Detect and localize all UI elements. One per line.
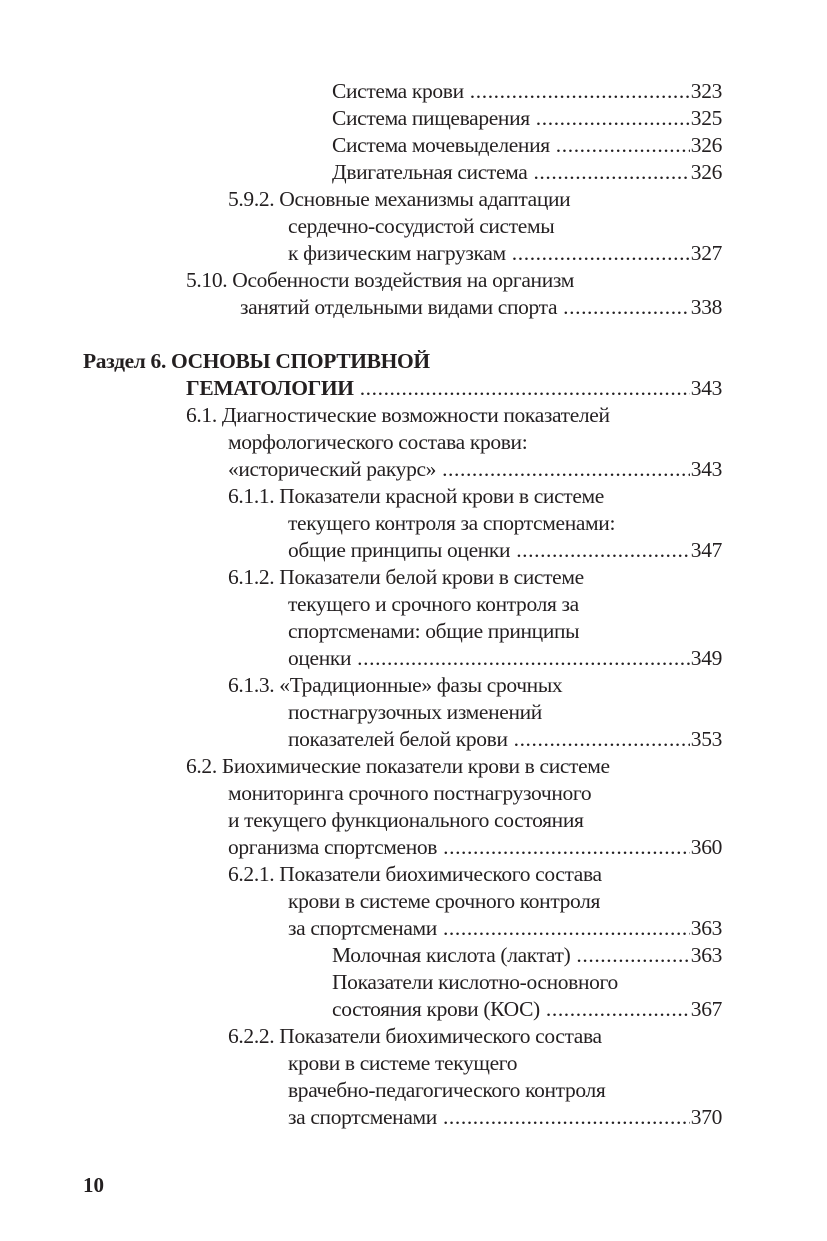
section-gap (0, 321, 827, 348)
toc-entry (0, 618, 827, 645)
dot-leader (443, 1104, 690, 1131)
toc-entry (0, 672, 827, 699)
toc-entry (0, 699, 827, 726)
toc-entry-title: Раздел 6. ОСНОВЫ СПОРТИВНОЙ (83, 349, 430, 373)
dot-leader (443, 915, 690, 942)
toc-entry-title: ГЕМАТОЛОГИИ (186, 376, 354, 400)
page-number: 10 (83, 1173, 104, 1197)
toc-entry (0, 807, 827, 834)
toc-entry-title: сердечно-сосудистой системы (288, 214, 555, 238)
toc-entry-title: 6.1.3. «Традиционные» фазы срочных (228, 673, 563, 697)
dot-leader (357, 645, 690, 672)
toc-entry (0, 915, 827, 942)
toc-entry-title: оценки (288, 646, 352, 670)
toc-entry (0, 1077, 827, 1104)
toc-entry (0, 429, 827, 456)
toc-entry-title: Система мочевыделения (332, 133, 550, 157)
dot-leader (512, 240, 690, 267)
toc-entry-title: текущего и срочного контроля за (288, 592, 579, 616)
toc-entry-title: Показатели кислотно-основного (332, 970, 618, 994)
toc-entry-title: крови в системе срочного контроля (288, 889, 601, 913)
toc-entry-title: 6.1. Диагностические возможности показателей (186, 403, 610, 427)
toc-entry-title: Система пищеварения (332, 106, 530, 130)
toc-entry-title: мониторинга срочного постнагрузочного (228, 781, 592, 805)
toc-entry (0, 591, 827, 618)
toc-entry-title: 6.2.2. Показатели биохимического состава (228, 1024, 602, 1048)
dot-leader (546, 996, 690, 1023)
toc-page-number: 363 (690, 916, 722, 940)
toc-page-number: 326 (690, 160, 722, 184)
toc-entry-title: к физическим нагрузкам (288, 241, 506, 265)
toc-entry (0, 969, 827, 996)
toc-entry (0, 1104, 827, 1131)
toc-entry-title: организма спортсменов (228, 835, 438, 859)
toc-page-number: 367 (690, 997, 722, 1021)
toc-page-number: 338 (690, 295, 722, 319)
toc-entry-title: Система крови (332, 79, 464, 103)
toc-page-number: 326 (690, 133, 722, 157)
dot-leader (442, 456, 690, 483)
table-of-contents (0, 78, 827, 1131)
toc-entry (0, 159, 827, 186)
toc-entry (0, 861, 827, 888)
toc-entry-title: врачебно-педагогического контроля (288, 1078, 606, 1102)
toc-page-number: 347 (690, 538, 722, 562)
toc-entry (0, 780, 827, 807)
toc-entry-title: Молочная кислота (лактат) (332, 943, 571, 967)
toc-entry (0, 267, 827, 294)
toc-entry-title: крови в системе текущего (288, 1051, 518, 1075)
toc-entry-title: 6.2.1. Показатели биохимического состава (228, 862, 602, 886)
toc-entry (0, 942, 827, 969)
toc-entry-title: 5.9.2. Основные механизмы адаптации (228, 187, 571, 211)
toc-page-number: 325 (690, 106, 722, 130)
toc-entry-title: Двигательная система (332, 160, 528, 184)
dot-leader (443, 834, 690, 861)
toc-entry-title: «исторический ракурс» (228, 457, 437, 481)
toc-entry (0, 402, 827, 429)
dot-leader (533, 159, 689, 186)
toc-entry-title: за спортсменами (288, 916, 437, 940)
toc-page-number: 323 (690, 79, 722, 103)
toc-entry (0, 213, 827, 240)
toc-entry (0, 240, 827, 267)
toc-entry-title: 5.10. Особенности воздействия на организм (186, 268, 574, 292)
dot-leader (514, 726, 690, 753)
toc-page-number: 343 (690, 376, 722, 400)
toc-entry (0, 132, 827, 159)
toc-entry-title: 6.1.1. Показатели красной крови в системе (228, 484, 604, 508)
toc-entry-title: занятий отдельными видами спорта (240, 295, 558, 319)
toc-entry (0, 645, 827, 672)
toc-section-heading (0, 348, 827, 375)
toc-entry (0, 1050, 827, 1077)
toc-entry-title: состояния крови (КОС) (332, 997, 540, 1021)
toc-entry (0, 294, 827, 321)
dot-leader (563, 294, 690, 321)
dot-leader (536, 105, 690, 132)
toc-page-number: 353 (690, 727, 722, 751)
dot-leader (516, 537, 690, 564)
toc-entry (0, 78, 827, 105)
toc-entry-title: морфологического состава крови: (228, 430, 528, 454)
toc-entry-title: общие принципы оценки (288, 538, 511, 562)
dot-leader (470, 78, 690, 105)
toc-entry-title: текущего контроля за спортсменами: (288, 511, 616, 535)
dot-leader (576, 942, 689, 969)
toc-entry (0, 726, 827, 753)
dot-leader (556, 132, 690, 159)
toc-section-heading (0, 375, 827, 402)
toc-entry-title: 6.2. Биохимические показатели крови в системе (186, 754, 610, 778)
toc-entry-title: показателей белой крови (288, 727, 508, 751)
toc-entry (0, 456, 827, 483)
toc-page-number: 349 (690, 646, 722, 670)
toc-entry (0, 510, 827, 537)
toc-entry (0, 186, 827, 213)
toc-entry-title: и текущего функционального состояния (228, 808, 584, 832)
toc-entry-title: за спортсменами (288, 1105, 437, 1129)
toc-page-number: 327 (690, 241, 722, 265)
toc-page-number: 360 (690, 835, 722, 859)
toc-entry (0, 105, 827, 132)
toc-entry (0, 1023, 827, 1050)
toc-page-number: 363 (690, 943, 722, 967)
toc-entry-title: спортсменами: общие принципы (288, 619, 580, 643)
toc-entry-title: постнагрузочных изменений (288, 700, 542, 724)
toc-entry (0, 834, 827, 861)
toc-entry-title: 6.1.2. Показатели белой крови в системе (228, 565, 584, 589)
toc-entry (0, 483, 827, 510)
toc-entry (0, 537, 827, 564)
toc-entry (0, 753, 827, 780)
toc-page-number: 343 (690, 457, 722, 481)
toc-entry (0, 564, 827, 591)
toc-page-number: 370 (690, 1105, 722, 1129)
toc-entry (0, 888, 827, 915)
dot-leader (360, 375, 690, 402)
toc-entry (0, 996, 827, 1023)
